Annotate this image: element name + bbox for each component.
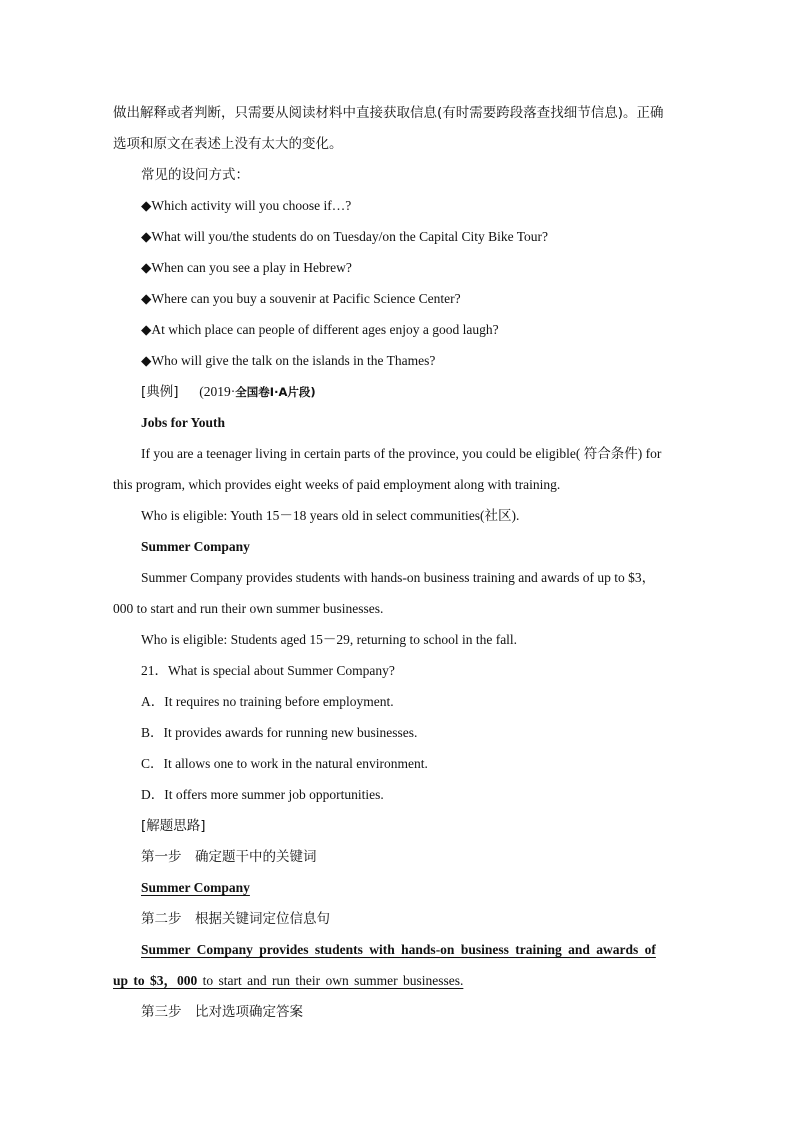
question-item: ◆What will you/the students do on Tuesday/on the Capital City Bike Tour?	[141, 229, 549, 244]
common-questions-label: 常见的设问方式：	[141, 167, 249, 183]
question-item: ◆At which place can people of different ages enjoy a good laugh?	[141, 322, 499, 337]
option-b: B．It provides awards for running new businesses.	[141, 725, 418, 740]
paragraph-summer-line-2: 000 to start and run their own summer businesses.	[113, 601, 384, 616]
intro-line-1: 做出解释或者判断，只需要从阅读材料中直接获取信息(有时需要跨段落查找细节信息)。正确	[113, 105, 664, 121]
question-item: ◆Where can you buy a souvenir at Pacific Science Center?	[141, 291, 461, 306]
locate-amount: up to $3，000	[113, 973, 198, 988]
paragraph-summer-line-1: Summer Company provides students with hands-on business training and awards of up to $3，	[141, 570, 656, 585]
paragraph-jobs-line-1: If you are a teenager living in certain parts of the province, you could be eligible( 符合条件) for	[141, 446, 662, 461]
eligibility-jobs: Who is eligible: Youth 15－18 years old in select communities(社区).	[141, 508, 520, 523]
option-c: C．It allows one to work in the natural environment.	[141, 756, 428, 771]
locate-rest: to start and run their own summer businesses.	[197, 973, 464, 988]
question-item: ◆When can you see a play in Hebrew?	[141, 260, 352, 275]
heading-jobs-for-youth: Jobs for Youth	[141, 415, 226, 430]
eligibility-summer: Who is eligible: Students aged 15－29, returning to school in the fall.	[141, 632, 518, 647]
source-year: (2019·	[199, 384, 236, 399]
step-3: 第三步 比对选项确定答案	[141, 1004, 303, 1020]
heading-summer-company: Summer Company	[141, 539, 250, 554]
source-paper: 全国卷Ⅰ·A片段)	[235, 385, 316, 399]
example-tag: [典例]	[141, 384, 179, 400]
step-1: 第一步 确定题干中的关键词	[141, 849, 317, 865]
example-source	[141, 383, 316, 401]
locate-sentence-line-2	[113, 972, 463, 990]
quiz-question: 21．What is special about Summer Company?	[141, 663, 395, 678]
option-a: A．It requires no training before employment.	[141, 694, 394, 709]
locate-sentence-line-1: Summer Company provides students with hands-on business training and awards of	[141, 942, 656, 957]
intro-line-2: 选项和原文在表述上没有太大的变化。	[113, 136, 343, 152]
step-2: 第二步 根据关键词定位信息句	[141, 911, 330, 927]
paragraph-jobs-line-2: this program, which provides eight weeks of paid employment along with training.	[113, 477, 561, 492]
option-d: D．It offers more summer job opportunities.	[141, 787, 384, 802]
question-item: ◆Who will give the talk on the islands in the Thames?	[141, 353, 436, 368]
solution-tag: [解题思路]	[141, 818, 206, 834]
keyword: Summer Company	[141, 880, 250, 895]
question-item: ◆Which activity will you choose if…?	[141, 198, 352, 213]
